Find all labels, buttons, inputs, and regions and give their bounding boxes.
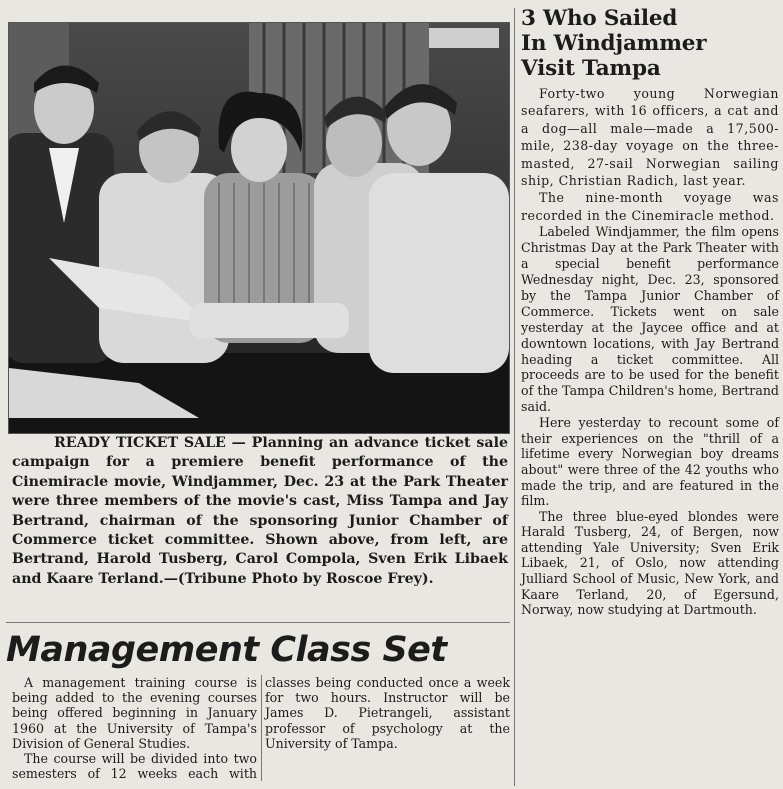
caption-text: — Planning an advance ticket sale campaign for a premiere benefit performance of the Cinemiracle movie, Windjammer, Dec. 23 at the Park Theater were three members of the movie's cast, Miss Tampa and Jay Bertrand, chairman of the sponsoring Junior Chamber of Commerce ticket committee. Shown above, from left, are Bertrand, Harold Tusberg, Carol Compola, Sven Erik Libaek and Kaare Terland.—(Tribune Photo by Roscoe Frey). [12, 435, 508, 587]
management-paragraph: The course will be divided into two semesters of 12 weeks each with classes being conducted once a week for two hours. Instructor will be James D. Pietrangeli, assistant professor of psychology at the University of Tampa. [12, 675, 510, 782]
headline-line-3: Visit Tampa [521, 56, 661, 81]
caption-lead: READY TICKET SALE [54, 435, 226, 451]
headline-line-2: In Windjammer [521, 31, 707, 56]
management-article [12, 675, 510, 781]
article-paragraph: The three blue-eyed blondes were Harald Tusberg, 24, of Bergen, now attending Yale University; Sven Erik Libaek, 21, of Oslo, now attending Julliard School of Music, New York, and Kaare Terland, 20, of Egersund, Norway, now studying at Dartmouth. [521, 508, 779, 618]
photo-image [9, 23, 509, 433]
article-windjammer [521, 6, 779, 618]
article-paragraph: Here yesterday to recount some of their experiences on the "thrill of a lifetime every Norwegian boy dreams about" were three of the 42 youths who made the trip, and are featured in the film. [521, 415, 779, 509]
article-paragraph: Labeled Windjammer, the film opens Christmas Day at the Park Theater with a special benefit performance Wednesday night, Dec. 23, sponsored by the Tampa Junior Chamber of Commerce. Tickets went on sale yesterday at the Jaycee office and at downtown locations, with Jay Bertrand heading a ticket committee. All proceeds are to be used for the benefit of the Tampa Children's home, Bertrand said. [521, 224, 779, 415]
management-headline: Management Class Set [6, 630, 447, 670]
headline-line-1: 3 Who Sailed [521, 6, 678, 31]
section-divider [6, 622, 510, 623]
article-paragraph: Forty-two young Norwegian seafarers, with 16 officers, a cat and a dog—all male—made a 17,500-mile, 238-day voyage on the three-masted, 27-sail Norwegian sailing ship, Christian Radich, last year. [521, 86, 779, 189]
news-photo [8, 22, 510, 434]
photo-caption [12, 434, 508, 589]
article-headline [521, 6, 779, 81]
management-paragraph: A management training course is being added to the evening courses being offered beginning in January 1960 at the University of Tampa's Division of General Studies. [12, 675, 257, 751]
article-paragraph: The nine-month voyage was recorded in the Cinemiracle method. [521, 190, 779, 223]
column-divider [514, 8, 515, 786]
